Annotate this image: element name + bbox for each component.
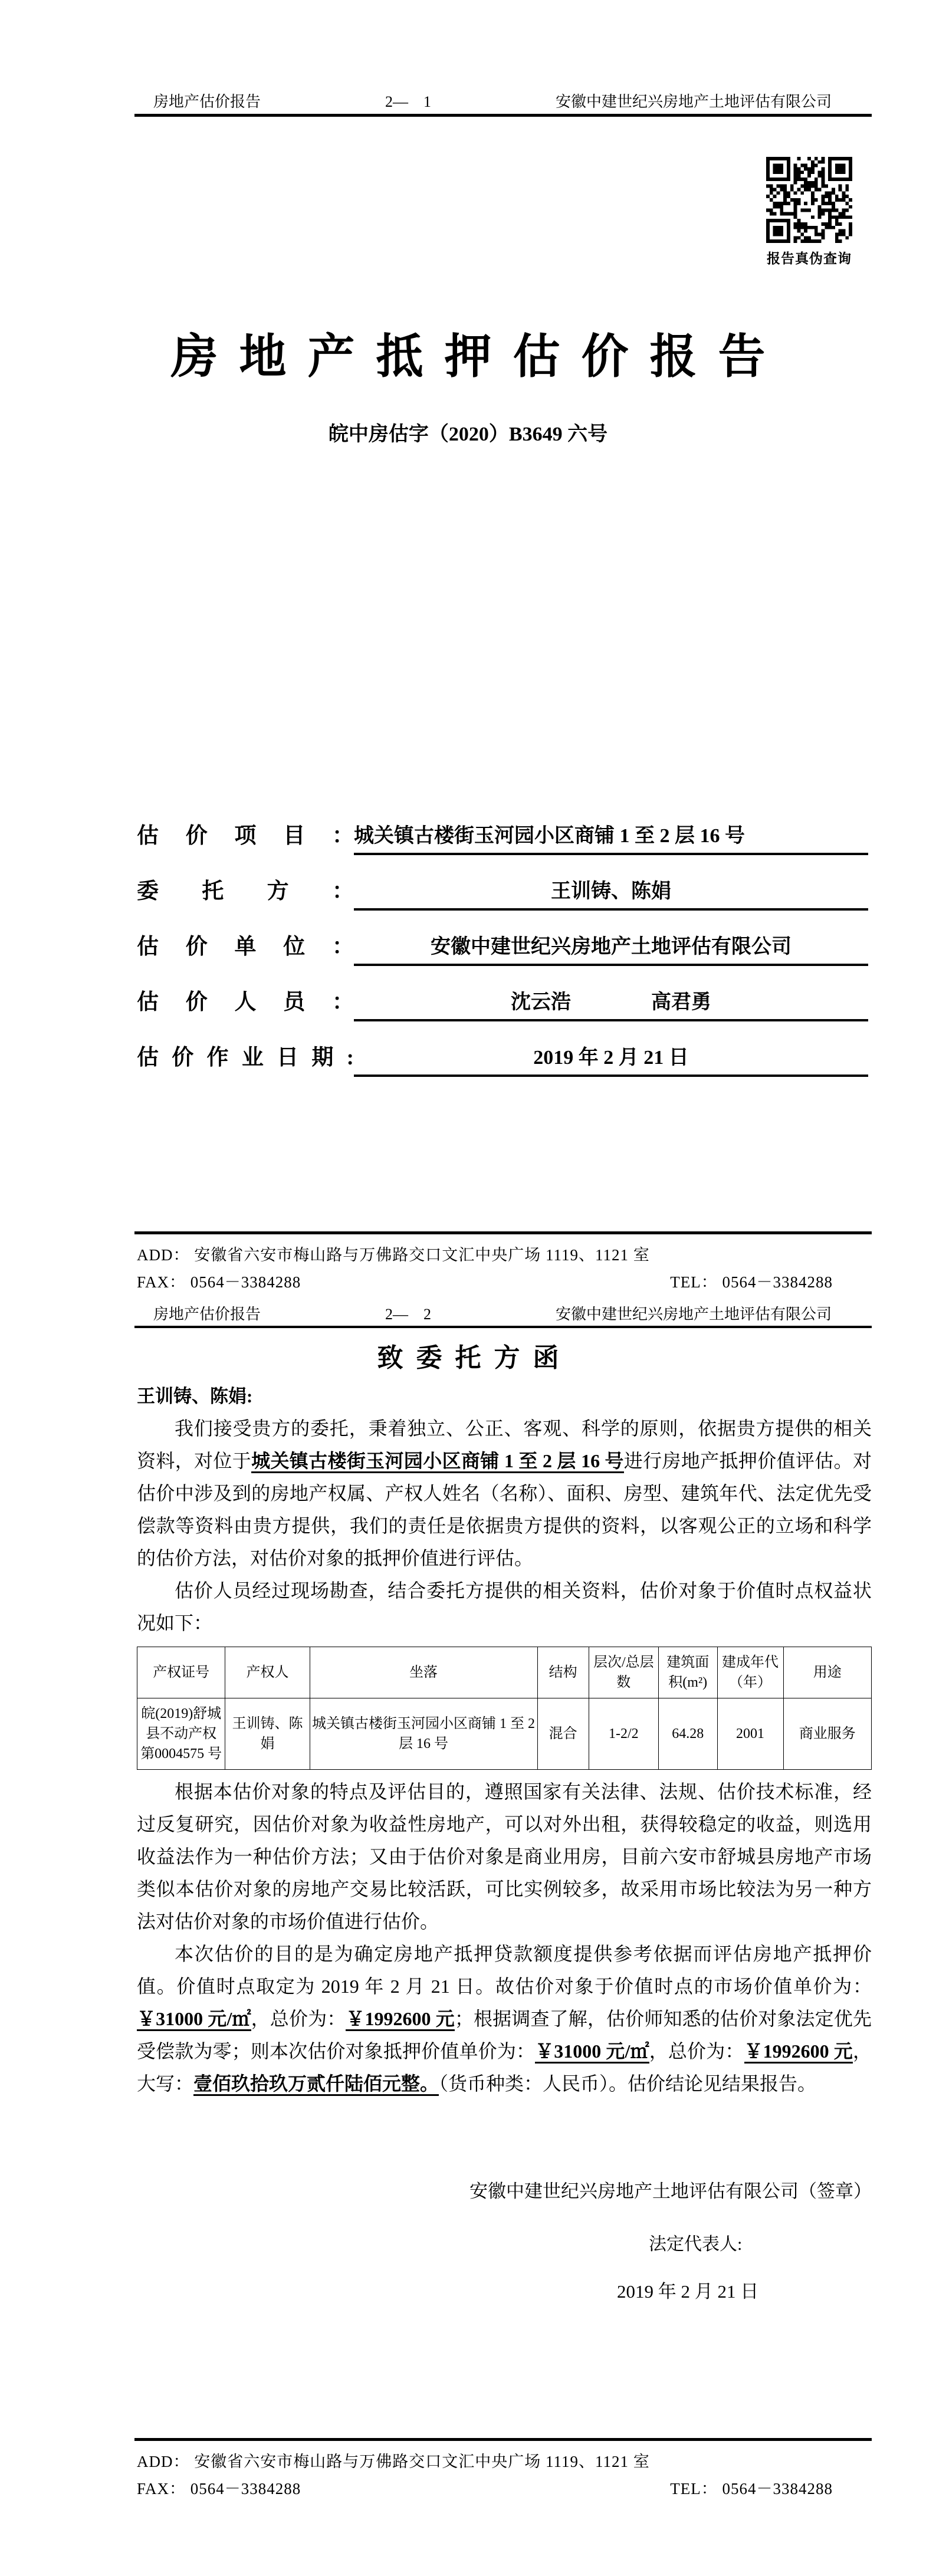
header-rule	[134, 114, 872, 117]
field-value: 2019 年 2 月 21 日	[354, 1043, 868, 1077]
footer-address: ADD： 安徽省六安市梅山路与万佛路交口文汇中央广场 1119、1121 室	[137, 1246, 650, 1264]
field-value: 城关镇古楼街玉河园小区商铺 1 至 2 层 16 号	[354, 821, 868, 855]
table-header-row	[137, 1647, 872, 1698]
col-structure: 结构	[537, 1647, 589, 1698]
text-run: 进行房地产抵押价值评估。对估价中涉及到的房地产权属、产权人姓名（名称）、面积、房型、建筑年代、法定优先受偿款等资料由贵方提供，我们的责任是依据贵方提供的资料，以客观公正的立场和科学的估价方法，对估价对象的抵押价值进行评估。	[137, 1450, 872, 1569]
paragraph-intro	[137, 1412, 872, 1575]
field-label: 估价项目：	[137, 824, 354, 848]
field-agency	[137, 932, 868, 966]
header-page-number: 2— 1	[385, 93, 431, 110]
field-appraisers	[137, 987, 868, 1021]
page2-running-header	[153, 1302, 832, 1324]
text-run: 估价人员经过现场勘查，结合委托方提供的相关资料，估价对象于价值时点权益状况如下：	[137, 1580, 872, 1634]
footer-rule	[134, 1231, 872, 1234]
emphasized-value: ￥1992600 元	[744, 2041, 853, 2064]
col-certificate-no: 产权证号	[137, 1647, 225, 1698]
col-location: 坐落	[310, 1647, 537, 1698]
text-run: （货币种类：人民币）。估价结论见结果报告。	[439, 2073, 817, 2094]
letter-body	[137, 1380, 872, 2100]
header-page-number: 2— 2	[385, 1306, 431, 1323]
col-owner: 产权人	[225, 1647, 310, 1698]
header-company-name: 安徽中建世纪兴房地产土地评估有限公司	[555, 1306, 832, 1323]
cell-location: 城关镇古楼街玉河园小区商铺 1 至 2 层 16 号	[310, 1698, 537, 1770]
col-use: 用途	[783, 1647, 871, 1698]
text-run: ；根据调查了解，估价师知悉的估价对象法定优先受偿款为零；则本次估价对象抵押价值单价为：	[137, 2008, 872, 2062]
field-value: 沈云浩 高君勇	[354, 987, 868, 1021]
field-value: 安徽中建世纪兴房地产土地评估有限公司	[354, 932, 868, 966]
header-rule	[134, 1326, 872, 1328]
field-label: 委托方：	[137, 879, 354, 903]
paragraph-survey	[137, 1575, 872, 1639]
paragraph-methods	[137, 1776, 872, 1938]
text-run: ，总价为：	[649, 2041, 744, 2062]
field-client	[137, 876, 868, 911]
paragraph-valuation	[137, 1938, 872, 2100]
qr-caption: 报告真伪查询	[767, 251, 852, 266]
field-label: 估价单位：	[137, 935, 354, 959]
header-doc-type: 房地产估价报告	[153, 1306, 261, 1323]
footer-rule	[134, 2438, 872, 2441]
col-floor: 层次/总层数	[589, 1647, 658, 1698]
cover-fields	[137, 821, 868, 1098]
qr-code	[766, 157, 852, 243]
footer-tel: TEL： 0564－3384288	[670, 2480, 833, 2498]
report-number: 皖中房估字（2020）B3649 六号	[328, 423, 608, 445]
cell-structure: 混合	[537, 1698, 589, 1770]
property-rights-table	[137, 1647, 872, 1770]
field-label: 估价人员：	[137, 990, 354, 1014]
cell-use: 商业服务	[783, 1698, 871, 1770]
cell-owner: 王训铸、陈娟	[225, 1698, 310, 1770]
signature-date: 2019 年 2 月 21 日	[617, 2281, 759, 2302]
col-year-built: 建成年代（年）	[717, 1647, 783, 1698]
footer-contact-row	[137, 1269, 833, 1292]
signature-legal-rep: 法定代表人:	[649, 2235, 743, 2254]
qr-code-image	[766, 157, 852, 243]
emphasized-value: ￥31000 元/㎡	[535, 2041, 649, 2064]
report-title: 房 地 产 抵 押 估 价 报 告	[170, 331, 766, 383]
text-run: 本次估价的目的是为确定房地产抵押贷款额度提供参考依据而评估房地产抵押价值。价值时点取定为 2019 年 2 月 21 日。故估价对象于价值时点的市场价值单价为：	[137, 1943, 872, 1997]
footer-fax: FAX： 0564－3384288	[137, 2480, 301, 2498]
header-doc-type: 房地产估价报告	[153, 93, 261, 110]
footer-address: ADD： 安徽省六安市梅山路与万佛路交口文汇中央广场 1119、1121 室	[137, 2453, 650, 2470]
salutation: 王训铸、陈娟:	[137, 1386, 253, 1407]
field-project	[137, 821, 868, 855]
header-company-name: 安徽中建世纪兴房地产土地评估有限公司	[555, 93, 832, 110]
letter-title: 致 委 托 方 函	[377, 1343, 559, 1372]
cell-certificate-no: 皖(2019)舒城县不动产权第0004575 号	[137, 1698, 225, 1770]
footer-fax: FAX： 0564－3384288	[137, 1273, 301, 1291]
emphasized-value: ￥1992600 元	[346, 2008, 454, 2031]
table-row	[137, 1698, 872, 1770]
field-label: 估价作业日期:	[137, 1046, 354, 1070]
cell-floor: 1-2/2	[589, 1698, 658, 1770]
emphasized-value: 城关镇古楼街玉河园小区商铺 1 至 2 层 16 号	[251, 1450, 624, 1473]
cell-year-built: 2001	[717, 1698, 783, 1770]
field-date	[137, 1043, 868, 1077]
page1-running-header	[153, 90, 832, 111]
col-area: 建筑面积(m²)	[658, 1647, 717, 1698]
emphasized-value: 壹佰玖拾玖万贰仟陆佰元整。	[193, 2073, 439, 2096]
footer-contact-row	[137, 2476, 833, 2499]
text-run: ，大写：	[137, 2041, 872, 2094]
field-value: 王训铸、陈娟	[354, 876, 868, 911]
cell-area: 64.28	[658, 1698, 717, 1770]
emphasized-value: ￥31000 元/㎡	[137, 2008, 251, 2031]
text-run: 我们接受贵方的委托，秉着独立、公正、客观、科学的原则，依据贵方提供的相关资料，对位于	[137, 1418, 872, 1471]
footer-tel: TEL： 0564－3384288	[670, 1273, 833, 1291]
text-run: 根据本估价对象的特点及评估目的，遵照国家有关法律、法规、估价技术标准，经过反复研究，因估价对象为收益性房地产，可以对外出租，获得较稳定的收益，则选用收益法作为一种估价方法；又由于估价对象是商业用房，目前六安市舒城县房地产市场类似本估价对象的房地产交易比较活跃，可比实例较多，故采用市场比较法为另一种方法对估价对象的市场价值进行估价。	[137, 1781, 872, 1932]
signature-company: 安徽中建世纪兴房地产土地评估有限公司（签章）	[469, 2181, 872, 2202]
text-run: ，总价为：	[251, 2008, 346, 2029]
